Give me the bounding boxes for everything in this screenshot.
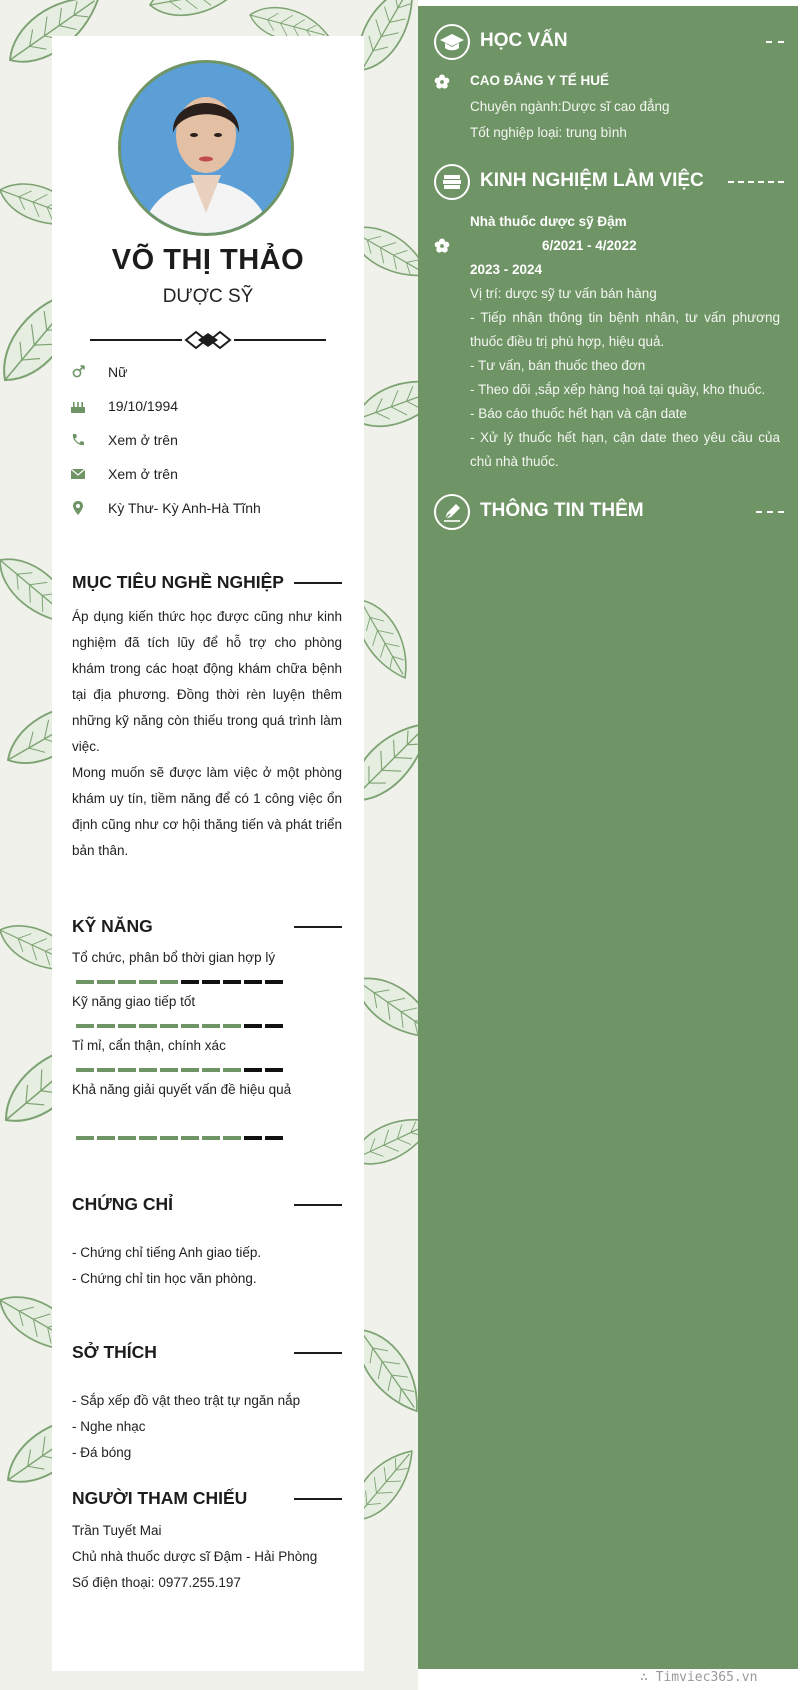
skill-bar (76, 1136, 298, 1140)
header-dash (766, 41, 784, 45)
skill-bar-segment (139, 1068, 157, 1072)
experience-title: KINH NGHIỆM LÀM VIỆC (480, 170, 704, 191)
skill-bar-segment (118, 1136, 136, 1140)
skill-bar-segment (160, 1136, 178, 1140)
skill-name: Kỹ năng giao tiếp tốt (72, 994, 196, 1009)
list-item: - Tư vấn, bán thuốc theo đơn (470, 358, 646, 373)
skill-bar-segment (223, 1068, 241, 1072)
skill-bar-segment (97, 1024, 115, 1028)
list-item: - Báo cáo thuốc hết hạn và cận date (470, 406, 687, 421)
more-info-title: THÔNG TIN THÊM (480, 500, 644, 521)
skill-bar-segment (265, 1136, 283, 1140)
experience-position: Vị trí: dược sỹ tư vấn bán hàng (470, 286, 657, 301)
list-item: - Sắp xếp đồ vật theo trật tự ngăn nắp (72, 1393, 301, 1408)
skill-bar-segment (97, 1136, 115, 1140)
skill-bar-segment (181, 1068, 199, 1072)
skill-bar-segment (181, 1024, 199, 1028)
skill-bar-segment (202, 980, 220, 984)
skills-title: KỸ NĂNG (72, 916, 153, 936)
books-icon (434, 164, 470, 200)
person-silhouette-icon (121, 63, 291, 233)
info-address: Kỳ Thư- Kỳ Anh-Hà Tĩnh (70, 498, 360, 520)
education-grade: Tốt nghiệp loại: trung bình (470, 125, 627, 140)
education-major: Chuyên ngành:Dược sĩ cao đẳng (470, 99, 670, 114)
experience-period: 6/2021 - 4/2022 (542, 238, 637, 253)
list-item: - Chứng chỉ tin học văn phòng. (72, 1271, 257, 1286)
list-item: - Xử lý thuốc hết hạn, cận date theo yêu cầu của chủ nhà thuốc. (470, 430, 780, 469)
skill-bar-segment (223, 1136, 241, 1140)
hobbies-list (72, 1388, 352, 1466)
education-block (470, 68, 780, 146)
list-item: - Chứng chỉ tiếng Anh giao tiếp. (72, 1245, 262, 1260)
skill-bar-segment (244, 1024, 262, 1028)
reference-block (72, 1518, 352, 1596)
skill-bar-segment (265, 1024, 283, 1028)
certificates-list (72, 1240, 352, 1292)
skill-bar-segment (97, 1068, 115, 1072)
ornament-divider (90, 330, 326, 350)
skill-name: Tỉ mỉ, cẩn thận, chính xác (72, 1038, 226, 1053)
skill-bar-segment (139, 1024, 157, 1028)
skill-bar-segment (265, 1068, 283, 1072)
list-item: - Đá bóng (72, 1445, 132, 1460)
phone-icon (70, 432, 88, 450)
education-title: HỌC VẤN (480, 30, 568, 51)
info-phone: Xem ở trên (70, 430, 360, 452)
skill-bar-segment (76, 980, 94, 984)
skill-bar-segment (97, 980, 115, 984)
reference-phone: Số điện thoại: 0977.255.197 (72, 1575, 241, 1590)
certificates-title-line (294, 1204, 342, 1206)
objective-text-2: Mong muốn sẽ được làm việc ở một phòng khám uy tín, tiềm năng để có 1 công việc ổn định cũng như cơ hội thăng tiến và phát triển bản thân. (72, 765, 342, 858)
skills-title-line (294, 926, 342, 928)
objective-title-line (294, 582, 342, 584)
objective-title: MỤC TIÊU NGHỀ NGHIỆP (72, 572, 284, 592)
skill-bar (76, 1068, 298, 1072)
skill-name: Tổ chức, phân bổ thời gian hợp lý (72, 950, 276, 965)
skill-bar-segment (76, 1068, 94, 1072)
experience-header (434, 164, 784, 204)
reference-title: NGƯỜI THAM CHIẾU (72, 1488, 248, 1508)
skill-bar-segment (118, 980, 136, 984)
graduation-cap-icon (434, 24, 470, 60)
skill-name: Khả năng giải quyết vấn đề hiệu quả (72, 1082, 292, 1097)
skill-bar-segment (244, 980, 262, 984)
skill-bar-segment (244, 1068, 262, 1072)
skill-bar-segment (76, 1136, 94, 1140)
skill-bar-segment (244, 1136, 262, 1140)
header-dash (728, 181, 784, 185)
objective-text-1: Áp dụng kiến thức học được cũng như kinh nghiệm đã tích lũy để hỗ trợ cho phòng khám trong các hoạt động khám chữa bệnh tại địa phương. Đồng thời rèn luyện thêm những kỹ năng còn thiếu trong quá trình làm việc. (72, 609, 342, 754)
envelope-icon (70, 466, 88, 484)
experience-years: 2023 - 2024 (470, 262, 543, 277)
skill-bar-segment (202, 1068, 220, 1072)
experience-company: Nhà thuốc dược sỹ Đậm (470, 214, 627, 229)
education-header (434, 24, 784, 64)
flower-bullet-icon (434, 74, 450, 90)
skill-bar-segment (223, 980, 241, 984)
skill-bar-segment (118, 1068, 136, 1072)
info-gender: Nữ (70, 362, 360, 384)
certificates-title: CHỨNG CHỈ (72, 1194, 174, 1214)
skill-bar-segment (160, 1024, 178, 1028)
skill-bar-segment (76, 1024, 94, 1028)
hobbies-title-line (294, 1352, 342, 1354)
list-item: - Theo dõi ,sắp xếp hàng hoá tại quầy, kho thuốc. (470, 382, 766, 397)
reference-name: Trần Tuyết Mai (72, 1523, 162, 1538)
skill-bar-segment (160, 980, 178, 984)
flower-bullet-icon (434, 238, 450, 254)
candidate-name: VÕ THỊ THẢO (111, 244, 305, 276)
skill-bar (76, 980, 298, 984)
map-pin-icon (70, 500, 88, 518)
more-info-header (434, 494, 784, 534)
skill-bar-segment (118, 1024, 136, 1028)
reference-role: Chủ nhà thuốc dược sĩ Đậm - Hải Phòng (72, 1549, 318, 1564)
skill-bar-segment (139, 980, 157, 984)
gender-female-icon (70, 364, 88, 382)
info-birthday: 19/10/1994 (70, 396, 360, 418)
watermark: ∴ Timviec365.vn (640, 1670, 758, 1685)
skill-bar-segment (202, 1024, 220, 1028)
skill-bar-segment (181, 980, 199, 984)
skill-bar (76, 1024, 298, 1028)
skill-bar-segment (223, 1024, 241, 1028)
birthday-cake-icon (70, 398, 88, 416)
list-item: - Tiếp nhận thông tin bệnh nhân, tư vấn phương thuốc điều trị phù hợp, hiệu quả. (470, 310, 780, 349)
hobbies-title: SỞ THÍCH (72, 1342, 157, 1362)
experience-block (470, 210, 780, 474)
skill-bar-segment (160, 1068, 178, 1072)
skill-bar-segment (265, 980, 283, 984)
skill-bar-segment (181, 1136, 199, 1140)
skill-bar-segment (202, 1136, 220, 1140)
education-school: CAO ĐẲNG Y TẾ HUẾ (470, 73, 610, 88)
profile-photo (118, 60, 294, 236)
job-title: DƯỢC SỸ (162, 286, 254, 307)
info-email: Xem ở trên (70, 464, 360, 486)
reference-title-line (294, 1498, 342, 1500)
skill-bar-segment (139, 1136, 157, 1140)
pen-icon (434, 494, 470, 530)
header-dash (756, 511, 784, 515)
list-item: - Nghe nhạc (72, 1419, 146, 1434)
